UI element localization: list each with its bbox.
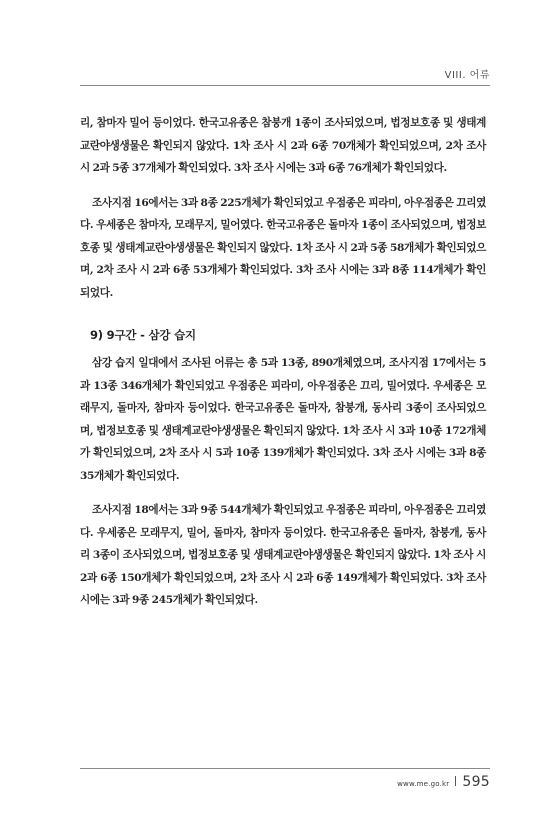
- paragraph-site-17: 삼강 습지 일대에서 조사된 어류는 총 5과 13종, 890개체였으며, 조사지점 17에서는 5과 13종 346개체가 확인되었고 우점종은 피라미, 아우점종은 끄리, 밀어였다. 우세종은 모래무지, 돌마자, 참마자 등이었다. 한국고유종은 돌마자, 참붕개, 동사리 3종이 조사되었으며, 법정보호종 및 생태계교란야생생물은 확인되지 않았다. 1차 조사 시 3과 10종 172개체가 확인되었으며, 2차 조사 시 5과 10종 139개체가 확인되었다. 3차 조사 시에는 3과 8종 35개체가 확인되었다.: [80, 357, 486, 482]
- footer-rule: [80, 768, 490, 769]
- chapter-label: VIII. 어류: [444, 70, 490, 81]
- section-heading: 9) 9구간 - 삼강 습지: [90, 328, 196, 342]
- footer-url: www.me.go.kr: [397, 780, 450, 788]
- header-rule: [80, 85, 490, 86]
- paragraph-continuation: 리, 참마자 밀어 등이었다. 한국고유종은 참붕개 1종이 조사되었으며, 법정보호종 및 생태계교란야생생물은 확인되지 않았다. 1차 조사 시 2과 6종 70개체가 확인되었으며, 2차 조사 시 2과 5종 37개체가 확인되었다. 3차 조사 시에는 3과 6종 76개체가 확인되었다.: [80, 117, 486, 174]
- paragraph-site-18: 조사지점 18에서는 3과 9종 544개체가 확인되었고 우점종은 피라미, 아우점종은 끄리였다. 우세종은 모래무지, 밀어, 돌마자, 참마자 등이었다. 한국고유종은 돌마자, 참붕개, 동사리 3종이 조사되었으며, 법정보호종 및 생태계교란야생생물은 확인되지 않았다. 1차 조사 시 2과 6종 150개체가 확인되었으며, 2차 조사 시 2과 6종 149개체가 확인되었다. 3차 조사 시에는 3과 9종 245개체가 확인되었다.: [80, 504, 486, 606]
- page-number: 595: [462, 774, 490, 790]
- page-body: [80, 112, 486, 624]
- page-footer: [397, 774, 490, 790]
- paragraph-site-16: 조사지점 16에서는 3과 8종 225개체가 확인되었고 우점종은 피라미, 아우점종은 끄리였다. 우세종은 참마자, 모래무지, 밀어였다. 한국고유종은 돌마자 1종이 조사되었으며, 법정보호종 및 생태계교란야생생물은 확인되지 않았다. 1차 조사 시 2과 5종 58개체가 확인되었으며, 2차 조사 시 2과 6종 53개체가 확인되었다. 3차 조사 시에는 3과 8종 114개체가 확인되었다.: [80, 196, 486, 299]
- footer-separator: [455, 776, 456, 786]
